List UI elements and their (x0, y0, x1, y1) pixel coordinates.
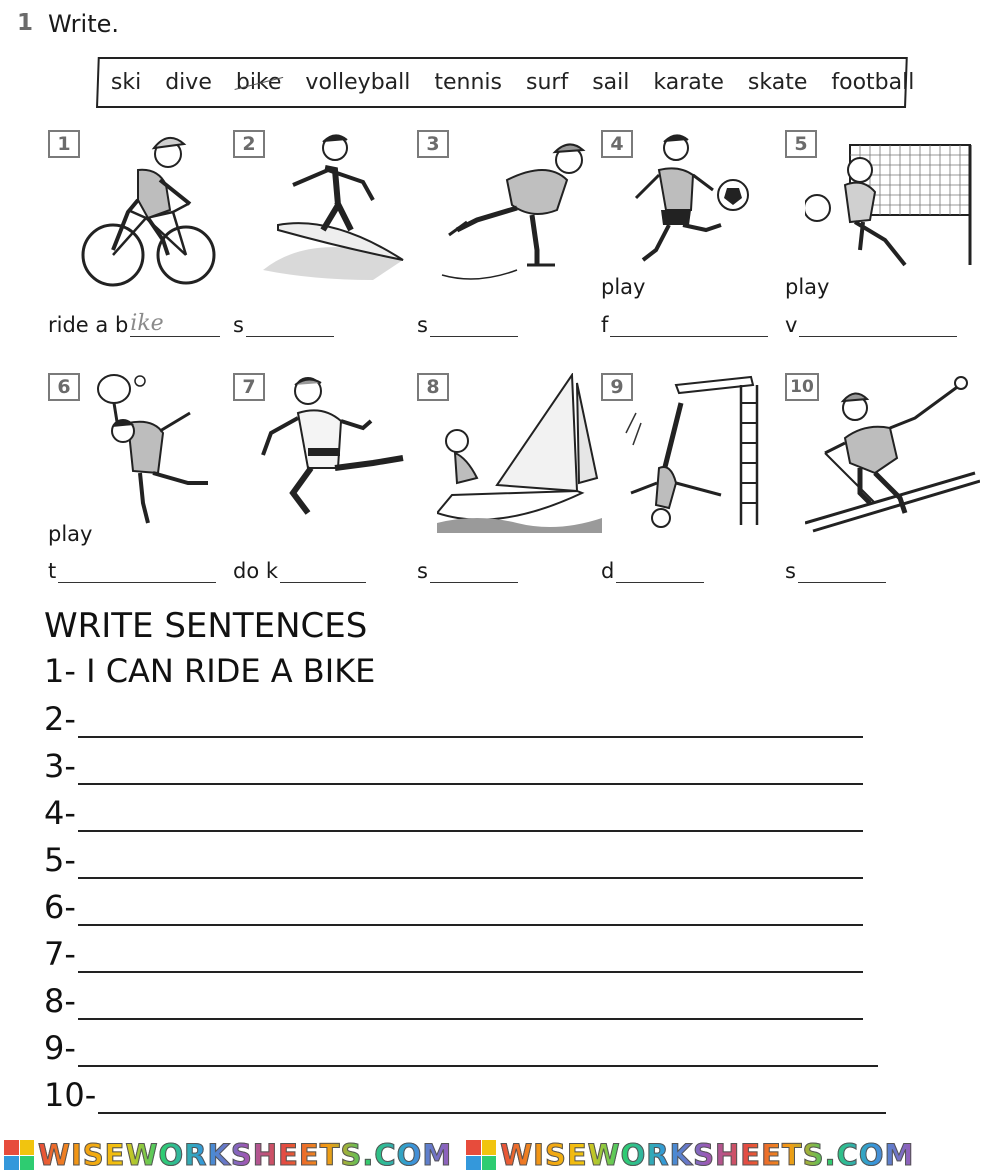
panel-3 (417, 130, 597, 370)
play-label: play (48, 522, 93, 546)
panel-number: 1 (48, 130, 80, 158)
watermark-block (462, 1138, 914, 1172)
panel-number: 9 (601, 373, 633, 401)
answer-prompt: v (785, 313, 798, 337)
answer-field-10[interactable] (785, 559, 886, 583)
panel-6 (48, 373, 228, 613)
exercise-number: 1 (17, 10, 34, 36)
answer-field-9[interactable] (601, 559, 704, 583)
answer-prompt: d (601, 559, 615, 583)
sentence-row-10[interactable] (44, 1076, 886, 1114)
play-label: play (601, 275, 646, 299)
sentence-number: 6- (44, 888, 76, 926)
answer-line (130, 311, 220, 337)
example-sentence: 1- I CAN RIDE A BIKE (44, 652, 376, 690)
answer-field-3[interactable] (417, 313, 518, 337)
word-bank (96, 57, 915, 108)
sentence-row-9[interactable] (44, 1029, 878, 1067)
sentence-line[interactable] (78, 706, 863, 738)
panel-10 (785, 373, 965, 613)
word-bank-item: volleyball (305, 70, 411, 95)
answer-line (246, 316, 334, 337)
answer-line (610, 316, 768, 337)
answer-line (58, 562, 216, 583)
sentence-number: 8- (44, 982, 76, 1020)
panel-number: 4 (601, 130, 633, 158)
sentence-number: 7- (44, 935, 76, 973)
answer-field-5[interactable] (785, 313, 957, 337)
skater-illustration (437, 130, 602, 295)
sentence-row-4[interactable] (44, 794, 863, 832)
answer-prompt: ride a b (48, 313, 129, 337)
answer-prompt: do k (233, 559, 279, 583)
answer-line (798, 562, 886, 583)
answer-prompt: s (233, 313, 244, 337)
play-label: play (785, 275, 830, 299)
sentence-row-7[interactable] (44, 935, 863, 973)
sentence-number: 3- (44, 747, 76, 785)
sentence-line[interactable] (78, 753, 863, 785)
tennis-player-illustration (68, 373, 233, 538)
karate-illustration (253, 373, 418, 538)
sentence-row-6[interactable] (44, 888, 863, 926)
answer-field-1[interactable] (48, 313, 220, 337)
panel-number: 7 (233, 373, 265, 401)
word-bank-item: sail (592, 70, 630, 95)
answer-line (616, 562, 704, 583)
sentence-number: 9- (44, 1029, 76, 1067)
answer-field-7[interactable] (233, 559, 366, 583)
answer-field-2[interactable] (233, 313, 334, 337)
watermark-text: WISEWORKSHEETS.COM (38, 1138, 453, 1172)
wiseworksheets-logo-icon (466, 1140, 496, 1170)
cyclist-illustration (68, 130, 233, 295)
answer-prompt: s (785, 559, 796, 583)
word-bank-item-crossed: bike (235, 70, 282, 95)
answer-prompt: f (601, 313, 609, 337)
panel-number: 8 (417, 373, 449, 401)
answer-prompt: s (417, 313, 428, 337)
panel-7 (233, 373, 413, 613)
word-bank-item: ski (110, 70, 142, 95)
word-bank-item: skate (747, 70, 808, 95)
sentence-row-2[interactable] (44, 700, 863, 738)
panel-8 (417, 373, 597, 613)
skier-illustration (805, 373, 980, 538)
sailboat-illustration (437, 373, 602, 538)
panel-1 (48, 130, 228, 370)
panel-number: 5 (785, 130, 817, 158)
answer-prompt: s (417, 559, 428, 583)
answer-line (430, 562, 518, 583)
answer-line (280, 562, 366, 583)
word-bank-item: tennis (434, 70, 502, 95)
footballer-illustration (621, 130, 786, 295)
sentence-line[interactable] (78, 988, 863, 1020)
sentence-line[interactable] (78, 1035, 878, 1067)
sentence-line[interactable] (78, 894, 863, 926)
sentence-line[interactable] (98, 1082, 886, 1114)
panel-number: 6 (48, 373, 80, 401)
sentence-row-8[interactable] (44, 982, 863, 1020)
sentences-title: WRITE SENTENCES (44, 606, 368, 646)
sentence-line[interactable] (78, 941, 863, 973)
answer-line (430, 316, 518, 337)
panel-5 (785, 130, 965, 370)
panel-number: 10 (785, 373, 819, 401)
volleyball-player-illustration (805, 130, 980, 295)
handwritten-answer: ike (130, 311, 164, 336)
diver-illustration (621, 373, 786, 538)
word-bank-item: dive (165, 70, 212, 95)
watermark-text: WISEWORKSHEETS.COM (500, 1138, 915, 1172)
sentence-row-3[interactable] (44, 747, 863, 785)
word-bank-item: surf (525, 70, 569, 95)
panel-number: 2 (233, 130, 265, 158)
panel-9 (601, 373, 781, 613)
answer-field-8[interactable] (417, 559, 518, 583)
sentence-number: 5- (44, 841, 76, 879)
word-bank-item: karate (653, 70, 724, 95)
footer-watermark (0, 1136, 1000, 1174)
panel-number: 3 (417, 130, 449, 158)
sentence-row-5[interactable] (44, 841, 863, 879)
surfer-illustration (253, 130, 418, 295)
answer-field-4[interactable] (601, 313, 768, 337)
answer-field-6[interactable] (48, 559, 216, 583)
answer-line (799, 316, 957, 337)
wiseworksheets-logo-icon (4, 1140, 34, 1170)
watermark-block (0, 1138, 452, 1172)
sentence-number: 2- (44, 700, 76, 738)
sentence-line[interactable] (78, 847, 863, 879)
sentence-number: 4- (44, 794, 76, 832)
word-bank-item: football (831, 70, 915, 95)
exercise-title: Write. (48, 10, 119, 38)
sentence-number: 10- (44, 1076, 97, 1114)
sentence-line[interactable] (78, 800, 863, 832)
answer-prompt: t (48, 559, 57, 583)
panel-2 (233, 130, 413, 370)
panel-4 (601, 130, 781, 370)
